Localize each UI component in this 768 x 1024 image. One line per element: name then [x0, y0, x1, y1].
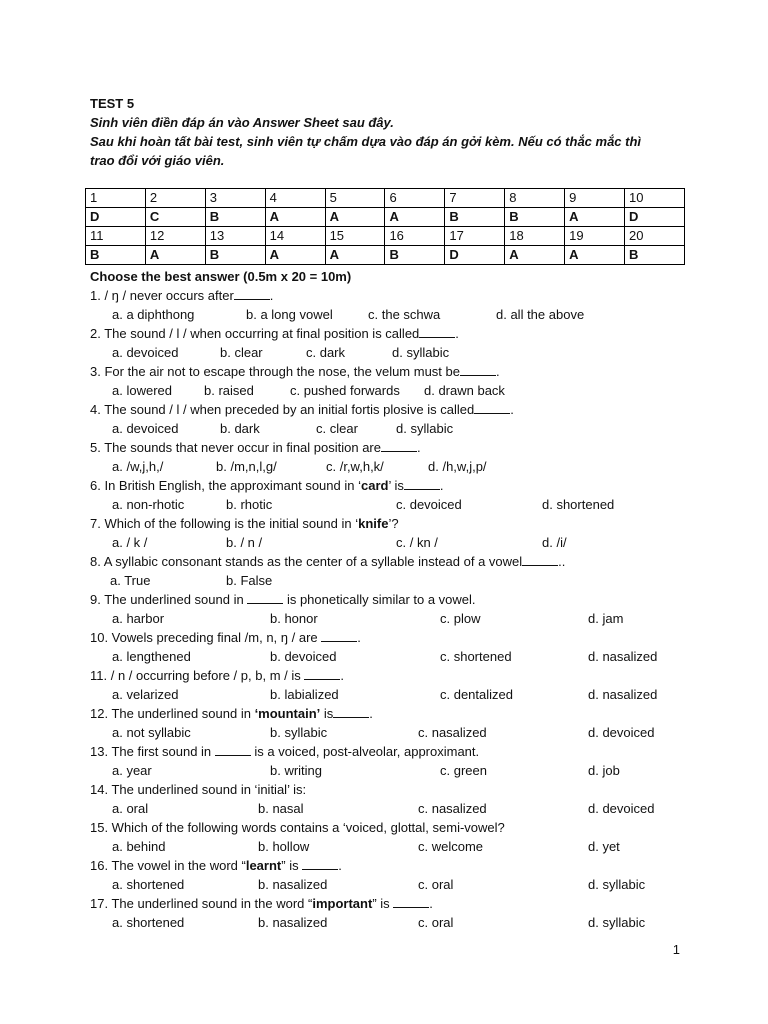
question-14	[90, 780, 690, 799]
keyword: ‘mountain’	[254, 706, 321, 721]
options-17	[90, 913, 690, 932]
option-c: c. oral	[418, 877, 454, 892]
option-a: a. lowered	[112, 383, 172, 398]
options-12	[90, 723, 690, 742]
answer-blank	[304, 666, 340, 680]
option-b: b. / n /	[226, 535, 263, 550]
table-cell: B	[505, 208, 565, 227]
option-d: d. nasalized	[588, 649, 658, 664]
option-a: a. shortened	[112, 915, 185, 930]
question-number-row	[86, 189, 685, 208]
table-cell: A	[325, 208, 385, 227]
option-a: a. a diphthong	[112, 307, 195, 322]
options-10	[90, 647, 690, 666]
table-cell: 11	[86, 227, 146, 246]
table-cell: 16	[385, 227, 445, 246]
question-text: ’?	[388, 516, 399, 531]
question-text: 14. The underlined sound in ‘initial’ is:	[90, 782, 307, 797]
question-text: 9. The underlined sound in	[90, 592, 244, 607]
question-12	[90, 704, 690, 723]
option-b: b. hollow	[258, 839, 310, 854]
options-16	[90, 875, 690, 894]
table-cell: 12	[145, 227, 205, 246]
answer-blank	[404, 476, 440, 490]
question-11	[90, 666, 690, 685]
question-15	[90, 818, 690, 837]
question-1	[90, 286, 690, 305]
option-a: a. not syllabic	[112, 725, 191, 740]
options-11	[90, 685, 690, 704]
table-cell: D	[86, 208, 146, 227]
option-d: d. /i/	[542, 535, 567, 550]
instruction-line-3: trao đổi với giáo viên.	[90, 153, 225, 168]
option-a: a. non-rhotic	[112, 497, 185, 512]
option-c: c. dark	[306, 345, 346, 360]
table-cell: 8	[505, 189, 565, 208]
table-cell: 3	[205, 189, 265, 208]
option-b: b. nasalized	[258, 877, 328, 892]
question-text: 7. Which of the following is the initial sound in ‘	[90, 516, 359, 531]
table-cell: A	[565, 246, 625, 265]
question-7	[90, 514, 690, 533]
table-cell: B	[205, 208, 265, 227]
answer-blank	[522, 552, 558, 566]
answer-blank	[215, 742, 251, 756]
question-9	[90, 590, 690, 609]
option-b: b. rhotic	[226, 497, 273, 512]
question-5	[90, 438, 690, 457]
table-cell: 2	[145, 189, 205, 208]
table-cell: 19	[565, 227, 625, 246]
option-c: c. dentalized	[440, 687, 513, 702]
table-cell: 6	[385, 189, 445, 208]
option-b: b. clear	[220, 345, 263, 360]
question-text: 12. The underlined sound in	[90, 706, 255, 721]
table-cell: 4	[265, 189, 325, 208]
option-b: b. nasalized	[258, 915, 328, 930]
question-text: 16. The vowel in the word “	[90, 858, 246, 873]
option-d: d. syllabic	[392, 345, 450, 360]
option-a: a. lengthened	[112, 649, 191, 664]
option-c: c. pushed forwards	[290, 383, 400, 398]
table-cell: B	[86, 246, 146, 265]
question-text: .	[357, 630, 361, 645]
table-cell: 10	[625, 189, 685, 208]
question-text: 3. For the air not to escape through the nose, the velum must be	[90, 364, 460, 379]
option-a: a. /w,j,h,/	[112, 459, 164, 474]
question-text: .	[496, 364, 500, 379]
answer-blank	[234, 286, 270, 300]
question-text: is	[320, 706, 334, 721]
option-d: d. shortened	[542, 497, 615, 512]
answer-key-row	[86, 208, 685, 227]
table-cell: D	[445, 246, 505, 265]
option-c: c. / kn /	[396, 535, 438, 550]
question-text: 4. The sound / l / when preceded by an initial fortis plosive is called	[90, 402, 475, 417]
option-d: d. /h,w,j,p/	[428, 459, 487, 474]
question-16	[90, 856, 690, 875]
option-a: a. year	[112, 763, 152, 778]
options-6	[90, 495, 690, 514]
question-13	[90, 742, 690, 761]
option-a: a. behind	[112, 839, 166, 854]
option-c: c. nasalized	[418, 725, 487, 740]
question-8	[90, 552, 690, 571]
option-d: d. devoiced	[588, 725, 655, 740]
question-17	[90, 894, 690, 913]
options-1	[90, 305, 690, 324]
option-c: c. the schwa	[368, 307, 441, 322]
option-d: d. syllabic	[588, 915, 646, 930]
option-b: b. devoiced	[270, 649, 337, 664]
option-b: b. a long vowel	[246, 307, 333, 322]
table-cell: 5	[325, 189, 385, 208]
answer-blank	[474, 400, 510, 414]
table-cell: C	[145, 208, 205, 227]
option-c: c. clear	[316, 421, 358, 436]
section-heading: Choose the best answer (0.5m x 20 = 10m)	[90, 269, 352, 284]
option-d: d. syllabic	[396, 421, 454, 436]
option-d: d. job	[588, 763, 620, 778]
option-d: d. all the above	[496, 307, 585, 322]
question-10	[90, 628, 690, 647]
table-cell: 15	[325, 227, 385, 246]
options-8	[90, 571, 690, 590]
question-4	[90, 400, 690, 419]
table-cell: A	[505, 246, 565, 265]
option-a: a. devoiced	[112, 421, 179, 436]
options-9	[90, 609, 690, 628]
table-cell: A	[565, 208, 625, 227]
option-a: a. True	[110, 573, 151, 588]
table-cell: 17	[445, 227, 505, 246]
header	[90, 94, 690, 170]
answer-blank	[381, 438, 417, 452]
question-text: is phonetically similar to a vowel.	[283, 592, 476, 607]
option-b: b. labialized	[270, 687, 339, 702]
question-text: 13. The first sound in	[90, 744, 212, 759]
question-text: 11. / n / occurring before / p, b, m / is	[90, 668, 301, 683]
answer-blank	[393, 894, 429, 908]
option-c: c. green	[440, 763, 487, 778]
options-15	[90, 837, 690, 856]
answer-blank	[302, 856, 338, 870]
option-c: c. welcome	[418, 839, 484, 854]
table-cell: B	[205, 246, 265, 265]
question-text: .	[369, 706, 373, 721]
question-text: 15. Which of the following words contains a ‘voiced, glottal, semi-vowel?	[90, 820, 505, 835]
question-text: 10. Vowels preceding final /m, n, ŋ / are	[90, 630, 318, 645]
question-6	[90, 476, 690, 495]
question-text: .	[429, 896, 433, 911]
instruction-line-2: Sau khi hoàn tất bài test, sinh viên tự chấm dựa vào đáp án gởi kèm. Nếu có thắc mắc thì	[90, 134, 642, 149]
answer-blank	[247, 590, 283, 604]
option-d: d. drawn back	[424, 383, 505, 398]
option-c: c. shortened	[440, 649, 512, 664]
question-text: 17. The underlined sound in the word “	[90, 896, 313, 911]
question-3	[90, 362, 690, 381]
option-c: c. nasalized	[418, 801, 487, 816]
options-4	[90, 419, 690, 438]
option-c: c. oral	[418, 915, 454, 930]
answer-blank	[321, 628, 357, 642]
options-7	[90, 533, 690, 552]
option-b: b. nasal	[258, 801, 304, 816]
question-text: 8. A syllabic consonant stands as the center of a syllable instead of a vowel	[90, 554, 523, 569]
option-a: a. oral	[112, 801, 149, 816]
options-2	[90, 343, 690, 362]
option-b: b. syllabic	[270, 725, 328, 740]
answer-sheet-table	[85, 188, 685, 265]
options-3	[90, 381, 690, 400]
question-text: .	[439, 478, 444, 493]
option-a: a. devoiced	[112, 345, 179, 360]
options-14	[90, 799, 690, 818]
option-b: b. False	[226, 573, 273, 588]
question-list	[90, 267, 690, 932]
keyword: important	[312, 896, 373, 911]
question-2	[90, 324, 690, 343]
option-d: d. nasalized	[588, 687, 658, 702]
option-d: d. yet	[588, 839, 620, 854]
table-cell: B	[625, 246, 685, 265]
question-text: .	[455, 326, 459, 341]
answer-blank	[460, 362, 496, 376]
option-b: b. dark	[220, 421, 260, 436]
answer-blank	[419, 324, 455, 338]
option-c: c. devoiced	[396, 497, 462, 512]
option-a: a. shortened	[112, 877, 185, 892]
option-a: a. velarized	[112, 687, 179, 702]
table-cell: A	[265, 246, 325, 265]
page-number: 1	[672, 942, 680, 957]
question-text: ” is	[372, 896, 390, 911]
question-text: 6. In British English, the approximant sound in ‘	[90, 478, 361, 493]
options-5	[90, 457, 690, 476]
option-b: b. writing	[270, 763, 323, 778]
option-d: d. jam	[588, 611, 624, 626]
question-text: is a voiced, post-alveolar, approximant.	[250, 744, 480, 759]
test-title: TEST 5	[90, 96, 135, 111]
keyword: card	[360, 478, 389, 493]
table-cell: 1	[86, 189, 146, 208]
option-d: d. syllabic	[588, 877, 646, 892]
table-cell: A	[325, 246, 385, 265]
option-b: b. raised	[204, 383, 254, 398]
keyword: knife	[358, 516, 389, 531]
question-text: 1. / ŋ / never occurs after	[90, 288, 234, 303]
table-cell: D	[625, 208, 685, 227]
option-d: d. devoiced	[588, 801, 655, 816]
option-a: a. harbor	[112, 611, 165, 626]
question-text: .	[417, 440, 421, 455]
table-cell: A	[385, 208, 445, 227]
answer-key-row	[86, 246, 685, 265]
instruction-line-1: Sinh viên điền đáp án vào Answer Sheet sau đây.	[90, 115, 394, 130]
question-text: 5. The sounds that never occur in final position are	[90, 440, 381, 455]
option-b: b. /m,n,l,g/	[216, 459, 277, 474]
table-cell: A	[265, 208, 325, 227]
question-text: ..	[558, 554, 566, 569]
table-cell: 13	[205, 227, 265, 246]
answer-blank	[333, 704, 369, 718]
question-text: .	[510, 402, 514, 417]
question-text: .	[340, 668, 344, 683]
table-cell: A	[145, 246, 205, 265]
option-c: c. /r,w,h,k/	[326, 459, 384, 474]
table-cell: 18	[505, 227, 565, 246]
table-cell: 9	[565, 189, 625, 208]
table-cell: B	[385, 246, 445, 265]
table-cell: 14	[265, 227, 325, 246]
options-13	[90, 761, 690, 780]
question-text: .	[269, 288, 274, 303]
option-c: c. plow	[440, 611, 481, 626]
question-text: 2. The sound / l / when occurring at final position is called	[90, 326, 420, 341]
table-cell: B	[445, 208, 505, 227]
question-number-row	[86, 227, 685, 246]
keyword: learnt	[245, 858, 282, 873]
table-cell: 20	[625, 227, 685, 246]
question-text: ” is	[281, 858, 299, 873]
option-b: b. honor	[270, 611, 318, 626]
table-cell: 7	[445, 189, 505, 208]
option-a: a. / k /	[112, 535, 148, 550]
question-text: .	[338, 858, 342, 873]
question-text: ’ is	[388, 478, 404, 493]
